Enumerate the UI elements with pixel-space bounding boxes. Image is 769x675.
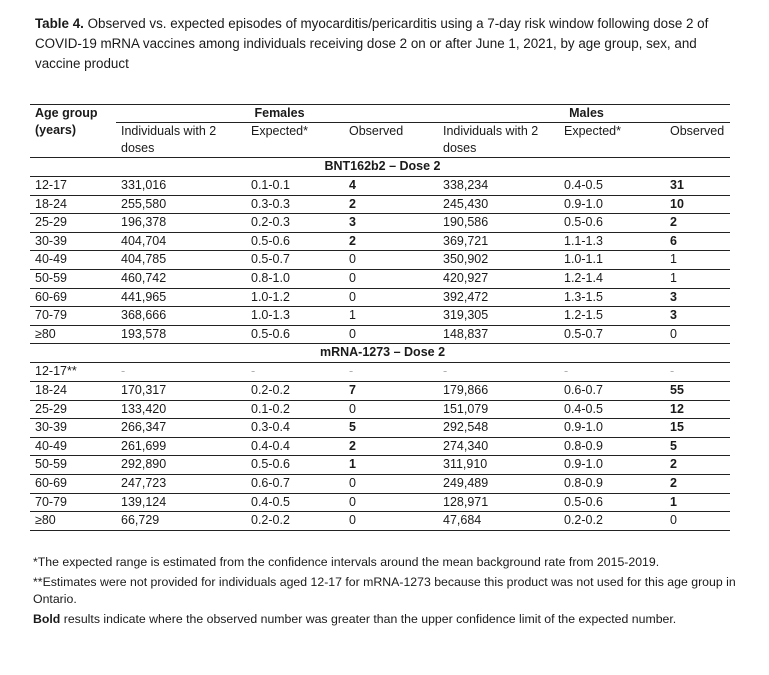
header-row-columns: [30, 123, 730, 158]
male-observed-cell: 15: [662, 419, 730, 438]
table-row: [30, 251, 730, 270]
female-observed-cell: 7: [341, 381, 438, 400]
females-expected-header: Expected*: [246, 123, 341, 158]
male-observed-cell: 1: [662, 251, 730, 270]
female-expected-cell: 1.0-1.2: [246, 288, 341, 307]
female-individuals-cell: 139,124: [116, 493, 246, 512]
table-caption-text: Observed vs. expected episodes of myocarditis/pericarditis using a 7-day risk window following dose 2 of COVID-19 mRNA vaccines among individuals receiving dose 2 on or after June 1, 2021, by age group, sex, and vaccine product: [35, 16, 709, 71]
male-observed-cell: 2: [662, 456, 730, 475]
female-expected-cell: 0.5-0.6: [246, 325, 341, 344]
female-observed-cell: 0: [341, 512, 438, 531]
male-observed-cell: 2: [662, 474, 730, 493]
female-observed-cell: 0: [341, 269, 438, 288]
female-individuals-cell: 255,580: [116, 195, 246, 214]
female-expected-cell: 0.4-0.5: [246, 493, 341, 512]
male-observed-cell: 10: [662, 195, 730, 214]
female-expected-cell: 0.4-0.4: [246, 437, 341, 456]
female-expected-cell: 0.6-0.7: [246, 474, 341, 493]
female-observed-cell: -: [341, 363, 438, 382]
male-expected-cell: 0.9-1.0: [559, 456, 662, 475]
females-individuals-header: Individuals with 2 doses: [116, 123, 246, 158]
footnotes: [33, 554, 745, 631]
section-title: BNT162b2 – Dose 2: [30, 158, 730, 177]
male-expected-cell: 0.9-1.0: [559, 195, 662, 214]
males-header: Males: [438, 105, 730, 123]
male-expected-cell: 1.2-1.5: [559, 307, 662, 326]
age-cell: 12-17**: [30, 363, 116, 382]
female-expected-cell: 0.8-1.0: [246, 269, 341, 288]
female-individuals-cell: 331,016: [116, 177, 246, 196]
age-cell: ≥80: [30, 325, 116, 344]
female-observed-cell: 4: [341, 177, 438, 196]
female-observed-cell: 0: [341, 400, 438, 419]
male-individuals-cell: 392,472: [438, 288, 559, 307]
female-expected-cell: 0.5-0.6: [246, 232, 341, 251]
male-expected-cell: 0.4-0.5: [559, 400, 662, 419]
male-individuals-cell: 274,340: [438, 437, 559, 456]
males-individuals-header: Individuals with 2 doses: [438, 123, 559, 158]
male-individuals-cell: 338,234: [438, 177, 559, 196]
male-individuals-cell: 350,902: [438, 251, 559, 270]
age-cell: 50-59: [30, 456, 116, 475]
table-row: [30, 307, 730, 326]
male-individuals-cell: 190,586: [438, 214, 559, 233]
female-observed-cell: 2: [341, 195, 438, 214]
female-observed-cell: 3: [341, 214, 438, 233]
female-observed-cell: 1: [341, 456, 438, 475]
male-individuals-cell: 47,684: [438, 512, 559, 531]
section-title: mRNA-1273 – Dose 2: [30, 344, 730, 363]
age-cell: 12-17: [30, 177, 116, 196]
male-expected-cell: 0.5-0.7: [559, 325, 662, 344]
female-individuals-cell: 368,666: [116, 307, 246, 326]
table-row: [30, 456, 730, 475]
female-expected-cell: 0.5-0.7: [246, 251, 341, 270]
footnote-bold-label: Bold: [33, 612, 61, 626]
male-expected-cell: 0.4-0.5: [559, 177, 662, 196]
footnote-not-provided: **Estimates were not provided for individuals aged 12-17 for mRNA-1273 because this product was not used for this age group in Ontario.: [33, 575, 736, 606]
male-individuals-cell: 369,721: [438, 232, 559, 251]
table-row: [30, 512, 730, 531]
female-expected-cell: 0.5-0.6: [246, 456, 341, 475]
male-expected-cell: 0.8-0.9: [559, 437, 662, 456]
age-cell: 50-59: [30, 269, 116, 288]
female-observed-cell: 0: [341, 251, 438, 270]
male-individuals-cell: 151,079: [438, 400, 559, 419]
female-observed-cell: 5: [341, 419, 438, 438]
table-row: [30, 381, 730, 400]
table-body: [30, 105, 730, 531]
table-row: [30, 325, 730, 344]
male-expected-cell: 0.6-0.7: [559, 381, 662, 400]
male-observed-cell: 12: [662, 400, 730, 419]
age-group-header: Age group (years): [30, 105, 116, 158]
male-expected-cell: 1.3-1.5: [559, 288, 662, 307]
male-expected-cell: 1.2-1.4: [559, 269, 662, 288]
male-individuals-cell: 311,910: [438, 456, 559, 475]
males-expected-header: Expected*: [559, 123, 662, 158]
table-row: [30, 288, 730, 307]
male-individuals-cell: -: [438, 363, 559, 382]
male-observed-cell: 6: [662, 232, 730, 251]
table-label: Table 4.: [35, 16, 84, 31]
age-cell: 30-39: [30, 232, 116, 251]
female-individuals-cell: 247,723: [116, 474, 246, 493]
male-expected-cell: 1.0-1.1: [559, 251, 662, 270]
females-header: Females: [116, 105, 438, 123]
male-individuals-cell: 292,548: [438, 419, 559, 438]
footnote-bold-text: results indicate where the observed number was greater than the upper confidence limit of the expected number.: [60, 612, 677, 626]
females-observed-header: Observed: [341, 123, 438, 158]
male-observed-cell: 31: [662, 177, 730, 196]
table-row: [30, 269, 730, 288]
male-expected-cell: 0.2-0.2: [559, 512, 662, 531]
age-cell: 40-49: [30, 251, 116, 270]
female-individuals-cell: 196,378: [116, 214, 246, 233]
table-row: [30, 419, 730, 438]
male-observed-cell: 55: [662, 381, 730, 400]
male-observed-cell: 2: [662, 214, 730, 233]
female-expected-cell: -: [246, 363, 341, 382]
female-expected-cell: 0.1-0.2: [246, 400, 341, 419]
male-observed-cell: 1: [662, 269, 730, 288]
male-individuals-cell: 319,305: [438, 307, 559, 326]
male-individuals-cell: 249,489: [438, 474, 559, 493]
footnote-expected: *The expected range is estimated from the confidence intervals around the mean background rate from 2015-2019.: [33, 555, 660, 569]
female-individuals-cell: 292,890: [116, 456, 246, 475]
female-observed-cell: 0: [341, 493, 438, 512]
female-individuals-cell: 404,785: [116, 251, 246, 270]
male-expected-cell: 0.5-0.6: [559, 214, 662, 233]
age-cell: 25-29: [30, 400, 116, 419]
female-individuals-cell: 460,742: [116, 269, 246, 288]
female-individuals-cell: 266,347: [116, 419, 246, 438]
male-expected-cell: 0.8-0.9: [559, 474, 662, 493]
female-individuals-cell: 66,729: [116, 512, 246, 531]
age-cell: 60-69: [30, 288, 116, 307]
age-cell: 40-49: [30, 437, 116, 456]
male-expected-cell: 0.9-1.0: [559, 419, 662, 438]
male-observed-cell: 0: [662, 512, 730, 531]
male-individuals-cell: 148,837: [438, 325, 559, 344]
age-cell: 18-24: [30, 381, 116, 400]
male-expected-cell: -: [559, 363, 662, 382]
male-observed-cell: 0: [662, 325, 730, 344]
female-individuals-cell: 193,578: [116, 325, 246, 344]
table-row: [30, 474, 730, 493]
male-expected-cell: 1.1-1.3: [559, 232, 662, 251]
female-observed-cell: 1: [341, 307, 438, 326]
female-individuals-cell: 441,965: [116, 288, 246, 307]
female-expected-cell: 0.2-0.3: [246, 214, 341, 233]
section-header-row: [30, 344, 730, 363]
table-row: [30, 363, 730, 382]
age-cell: 70-79: [30, 307, 116, 326]
female-expected-cell: 0.2-0.2: [246, 512, 341, 531]
age-cell: 30-39: [30, 419, 116, 438]
age-cell: ≥80: [30, 512, 116, 531]
section-header-row: [30, 158, 730, 177]
male-individuals-cell: 420,927: [438, 269, 559, 288]
header-row-groups: [30, 105, 730, 123]
males-observed-header: Observed: [662, 123, 730, 158]
myocarditis-table: [30, 104, 730, 531]
female-expected-cell: 0.3-0.4: [246, 419, 341, 438]
table-caption: [35, 14, 735, 74]
female-individuals-cell: 170,317: [116, 381, 246, 400]
female-individuals-cell: 404,704: [116, 232, 246, 251]
male-observed-cell: 3: [662, 307, 730, 326]
age-cell: 25-29: [30, 214, 116, 233]
female-individuals-cell: -: [116, 363, 246, 382]
age-cell: 18-24: [30, 195, 116, 214]
table-row: [30, 232, 730, 251]
female-observed-cell: 0: [341, 288, 438, 307]
male-observed-cell: -: [662, 363, 730, 382]
female-expected-cell: 0.1-0.1: [246, 177, 341, 196]
table-row: [30, 493, 730, 512]
male-individuals-cell: 128,971: [438, 493, 559, 512]
female-observed-cell: 2: [341, 437, 438, 456]
age-cell: 60-69: [30, 474, 116, 493]
female-expected-cell: 1.0-1.3: [246, 307, 341, 326]
female-observed-cell: 2: [341, 232, 438, 251]
age-cell: 70-79: [30, 493, 116, 512]
female-observed-cell: 0: [341, 325, 438, 344]
male-individuals-cell: 245,430: [438, 195, 559, 214]
female-individuals-cell: 261,699: [116, 437, 246, 456]
male-observed-cell: 3: [662, 288, 730, 307]
female-expected-cell: 0.2-0.2: [246, 381, 341, 400]
table-row: [30, 195, 730, 214]
male-observed-cell: 1: [662, 493, 730, 512]
table-row: [30, 400, 730, 419]
table-row: [30, 177, 730, 196]
table-row: [30, 214, 730, 233]
male-individuals-cell: 179,866: [438, 381, 559, 400]
footnote-bold: [33, 611, 745, 628]
table-row: [30, 437, 730, 456]
female-observed-cell: 0: [341, 474, 438, 493]
male-observed-cell: 5: [662, 437, 730, 456]
female-individuals-cell: 133,420: [116, 400, 246, 419]
female-expected-cell: 0.3-0.3: [246, 195, 341, 214]
male-expected-cell: 0.5-0.6: [559, 493, 662, 512]
